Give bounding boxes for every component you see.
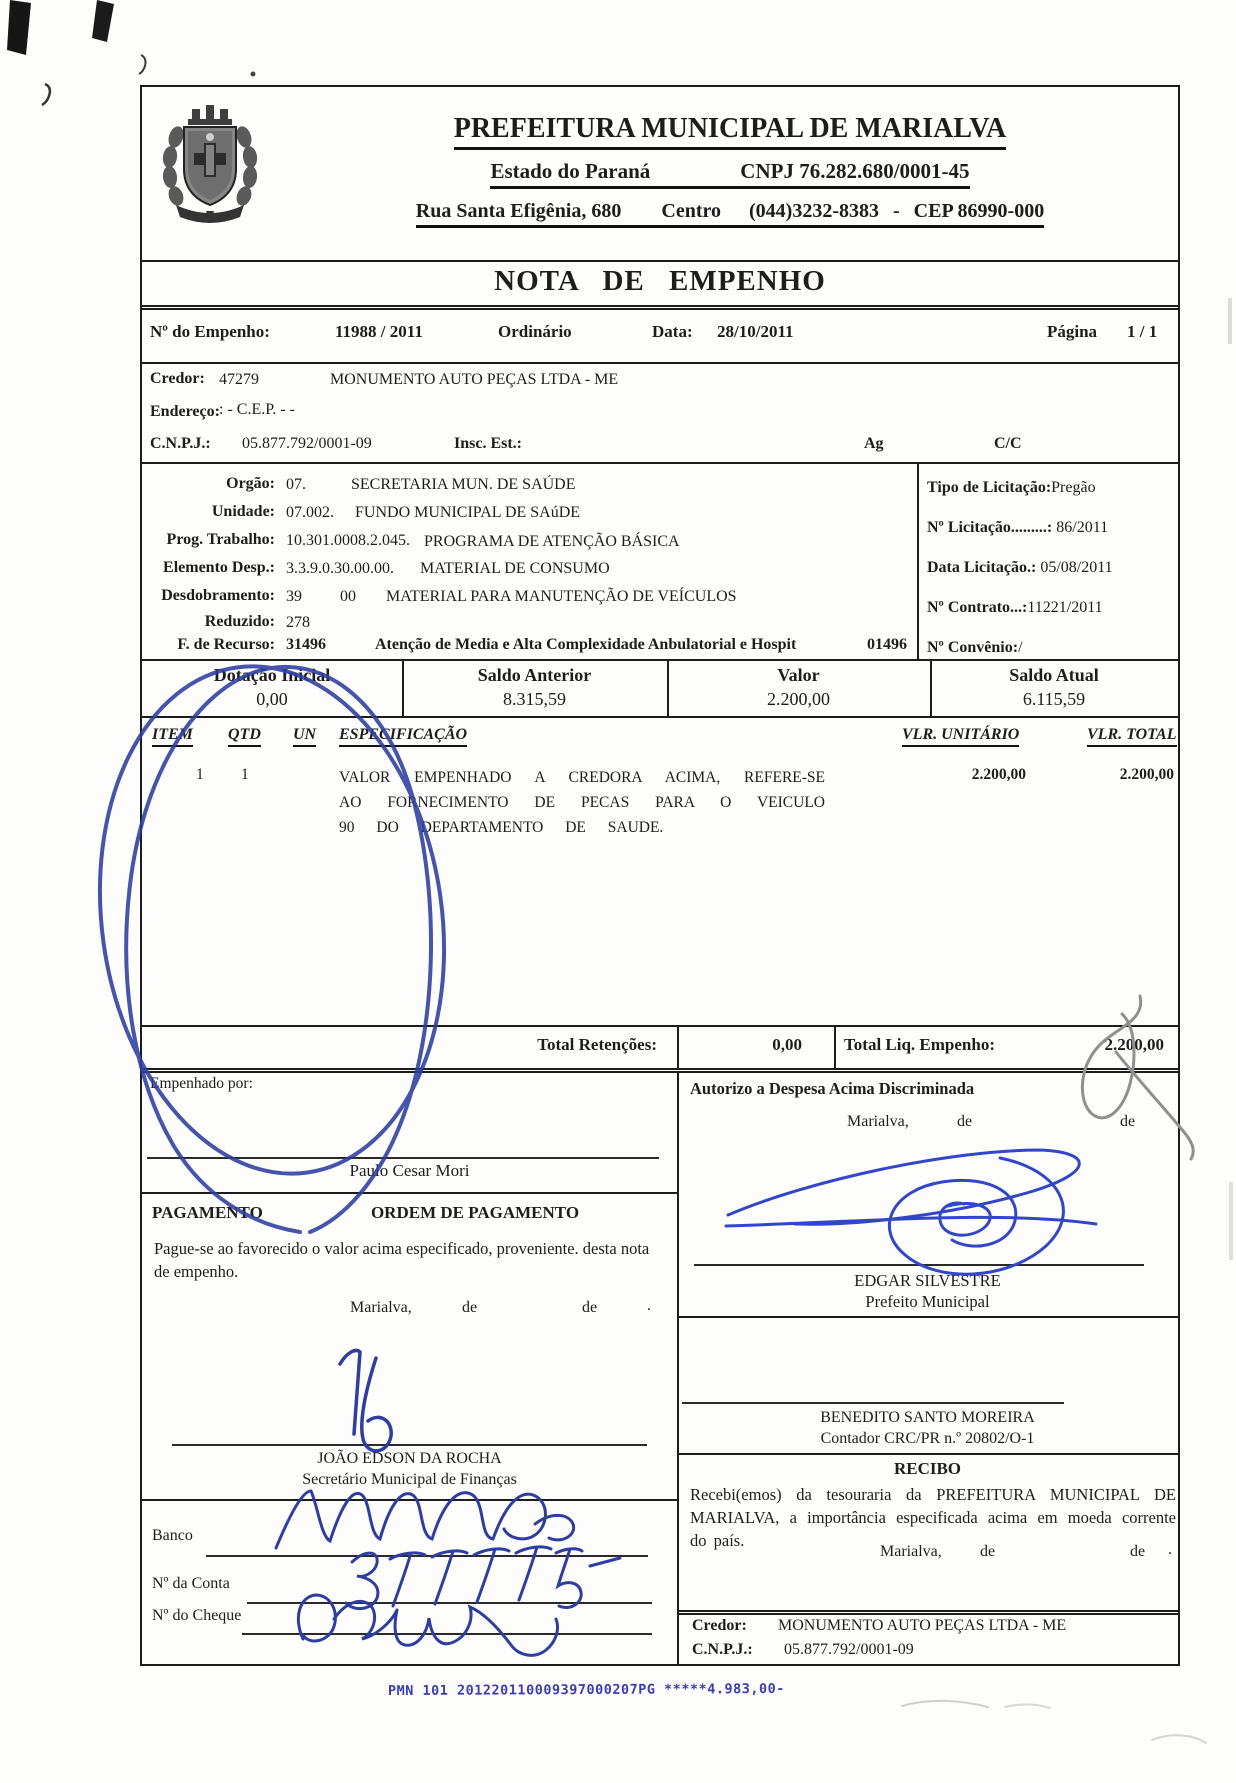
municipal-coat-of-arms [154,95,266,230]
reduzido-label: Reduzido: [204,613,275,630]
recibo-credor-label: Credor: [692,1617,747,1634]
district: Centro [661,200,721,222]
secretario-role: Secretário Municipal de Finanças [302,1471,517,1488]
autorizo-de2: de [1120,1113,1136,1130]
header-title-line [292,113,1168,150]
orgao-desc: SECRETARIA MUN. DE SAÚDE [351,476,576,493]
insc-est-label: Insc. Est.: [454,435,523,452]
prefeito-name: EDGAR SILVESTRE [854,1271,1001,1290]
conta-label: Nº da Conta [152,1575,230,1592]
cnpj-value: 05.877.792/0001-09 [242,435,372,452]
address: Rua Santa Efigênia, 680 [415,200,622,222]
contrato-label: Nº Contrato...: [927,599,1028,616]
page-value: 1 / 1 [1127,322,1158,341]
col-vlr-total: VLR. TOTAL [1087,726,1177,747]
divider-totais-2 [834,1025,836,1068]
pagamento-title: PAGAMENTO [152,1203,263,1222]
section-totais [142,1025,1178,1073]
f-recurso-desc: Atenção de Media e Alta Complexidade Anbulatorial e Hospit [375,636,797,653]
unidade-desc: FUNDO MUNICIPAL DE SAúDE [355,504,581,521]
recibo-credor-name: MONUMENTO AUTO PEÇAS LTDA - ME [778,1617,1067,1634]
cheque-label: Nº do Cheque [152,1607,242,1624]
ag-label: Ag [864,435,884,452]
licitacao-data-row [927,559,1113,577]
item-qtd: 1 [241,766,249,783]
state-label: Estado do Paraná [490,159,651,183]
secretario-signature-line [172,1444,647,1446]
col-vlr-unitario: VLR. UNITÁRIO [902,726,1019,747]
dot-matrix-footer-code: PMN 101 201220110009397000207PG *****4.983,00- [387,1680,785,1700]
licitacao-convenio-row [927,639,1023,657]
orgao-label: Orgão: [226,475,275,492]
data-licitacao-label: Data Licitação.: [927,559,1037,576]
pencil-smudges [902,1701,1206,1743]
divider-totais-1 [677,1025,679,1068]
num-licitacao-label: Nº Licitação.........: [927,519,1053,536]
desdobramento-desc: MATERIAL PARA MANUTENÇÃO DE VEÍCULOS [386,588,737,605]
credor-box-top [677,1610,1178,1615]
col-qtd: QTD [228,726,261,747]
col-un: UN [293,726,316,747]
unidade-code: 07.002. [286,504,334,521]
recibo-city: Marialva, [880,1543,942,1560]
recibo-text: Recebi(emos) da tesouraria da PREFEITURA MUNICIPAL DE MARIALVA, a importância especificada acima em moeda corrente do país. [690,1485,1176,1550]
saldo-atual-value: 6.115,59 [1022,689,1086,709]
elemento-desp-code: 3.3.9.0.30.00.00. [286,560,394,577]
ordem-pagamento-title: ORDEM DE PAGAMENTO [370,1203,580,1222]
endereco-value: : - C.E.P. - - [219,401,295,418]
item-number: 1 [196,766,204,783]
recibo-period: . [1168,1541,1172,1558]
desdobramento-code2: 00 [340,588,356,605]
saldo-atual-header: Saldo Atual [1009,665,1099,685]
saldo-anterior-value: 8.315,59 [503,689,566,709]
total-retencoes-value: 0,00 [772,1035,802,1054]
unidade-label: Unidade: [211,503,275,520]
prog-trabalho-desc: PROGRAMA DE ATENÇÃO BÁSICA [424,533,680,550]
valor-header: Valor [777,665,820,685]
tipo-licitacao-value: Pregão [1051,479,1096,496]
credor-name: MONUMENTO AUTO PEÇAS LTDA - ME [330,371,619,388]
divider-licitacao [917,462,919,659]
doc-title: NOTA DE EMPENHO [494,265,826,297]
pagamento-text: Pague-se ao favorecido o valor acima especificado, proveniente. desta nota de empenho. [154,1239,650,1281]
dotacao-inicial-header: Dotação Inicial [213,665,331,685]
separator-dash: - [892,200,900,222]
total-liq-value: 2.200,00 [1104,1035,1164,1054]
prog-trabalho-label: Prog. Trabalho: [166,531,275,548]
tipo-licitacao-label: Tipo de Licitação: [927,479,1052,496]
banco-label: Banco [152,1527,193,1544]
col-item: ITEM [152,726,193,747]
cc-label: C/C [994,435,1022,452]
empenho-number: 11988 / 2011 [335,322,423,341]
empenho-date: 28/10/2011 [717,322,794,341]
prog-trabalho-code: 10.301.0008.2.045. [286,532,410,549]
prefeito-signature-line [694,1264,1144,1266]
desdobramento-code: 39 [286,588,302,605]
f-recurso-extra: 01496 [867,636,907,653]
data-licitacao-value: 05/08/2011 [1040,559,1113,576]
recibo-de1: de [980,1543,996,1560]
item-descricao: VALOR EMPENHADO A CREDORA ACIMA, REFERE-SE AO FORNECIMENTO DE PECAS PARA O VEICULO 90 DO DEPARTAMENTO DE SAUDE. [339,769,825,836]
header-address-line [292,200,1168,228]
org-name: PREFEITURA MUNICIPAL DE MARIALVA [454,113,1007,150]
empenhado-signature-line [147,1157,659,1159]
elemento-desp-desc: MATERIAL DE CONSUMO [420,560,610,577]
item-vlr-unitario: 2.200,00 [971,766,1026,783]
endereco-label: Endereço: [150,403,220,420]
autorizo-city: Marialva, [847,1113,909,1130]
num-licitacao-value: 86/2011 [1056,519,1109,536]
col-especificacao: ESPECIFICAÇÃO [339,726,467,747]
valor-value: 2.200,00 [767,689,830,709]
empenhado-signer-name: Paulo Cesar Mori [349,1161,470,1180]
f-recurso-code: 31496 [286,636,326,653]
recibo-cnpj-value: 05.877.792/0001-09 [784,1641,914,1658]
credor-code: 47279 [219,371,259,388]
pagamento-period: . [647,1297,651,1314]
convenio-value: / [1018,639,1023,656]
document-frame [140,85,1180,1666]
recibo-box-top [677,1453,1178,1455]
prefeito-role: Prefeito Municipal [865,1292,990,1311]
header-state-line [292,159,1168,189]
autorizo-title: Autorizo a Despesa Acima Discriminada [690,1079,975,1098]
pagamento-de2: de [582,1299,598,1316]
item-vlr-total: 2.200,00 [1119,766,1174,783]
cheque-line [242,1633,652,1635]
orgao-code: 07. [286,476,306,493]
contador-role: Contador CRC/PR n.º 20802/O-1 [820,1430,1035,1447]
page-label: Página [1047,322,1098,341]
phone: (044)3232-8383 [749,200,879,222]
elemento-desp-label: Elemento Desp.: [163,559,275,576]
empenho-date-label: Data: [652,322,693,341]
total-liq-label: Total Liq. Empenho: [844,1035,995,1054]
licitacao-tipo-row [927,479,1096,497]
pagamento-box-top [142,1192,677,1194]
autorizo-de1: de [957,1113,973,1130]
conta-line [247,1602,652,1604]
contrato-value: 11221/2011 [1027,599,1103,616]
licitacao-contrato-row [927,599,1103,617]
convenio-label: Nº Convênio: [927,639,1019,656]
secretario-name: JOÃO EDSON DA ROCHA [317,1450,502,1467]
banco-box-top [142,1499,677,1501]
pagamento-de1: de [462,1299,478,1316]
total-retencoes-label: Total Retenções: [537,1035,657,1054]
reduzido-code: 278 [286,614,310,631]
empenho-type: Ordinário [498,322,572,341]
dotacao-inicial-value: 0,00 [256,689,288,709]
cnpj-header: CNPJ 76.282.680/0001-45 [740,159,970,183]
empenho-label: Nº do Empenho: [150,322,270,341]
saldo-anterior-header: Saldo Anterior [477,665,592,685]
cep: CEP 86990-000 [913,200,1045,222]
banco-line [206,1555,648,1557]
contador-signature-line [682,1402,1064,1404]
contador-name: BENEDITO SANTO MOREIRA [820,1409,1035,1426]
licitacao-num-row [927,519,1108,537]
divider-bottom-columns [677,1071,679,1664]
recibo-title: RECIBO [893,1459,962,1478]
recibo-de2: de [1130,1543,1146,1560]
desdobramento-label: Desdobramento: [161,587,275,604]
empenhado-por-label: Empenhado por: [150,1075,253,1092]
credor-label: Credor: [150,370,205,387]
recibo-cnpj-label: C.N.P.J.: [692,1641,753,1658]
f-recurso-label: F. de Recurso: [177,636,275,653]
cnpj-label: C.N.P.J.: [150,435,211,452]
pagamento-city: Marialva, [350,1299,412,1316]
contador-box-top [677,1316,1178,1318]
